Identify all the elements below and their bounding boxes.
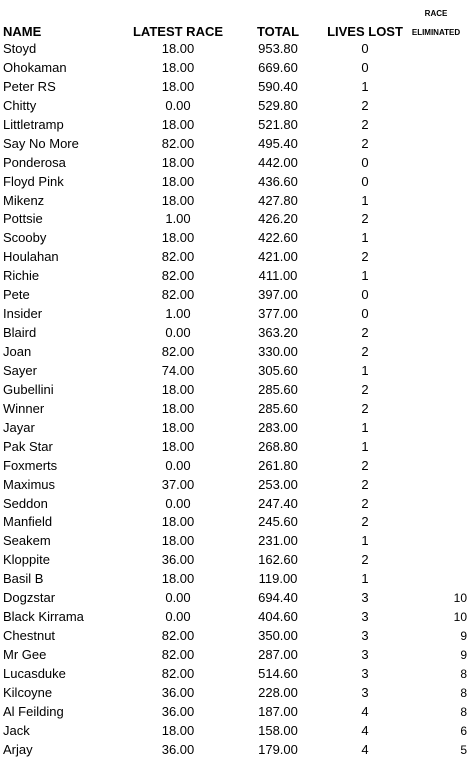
cell-lives-lost: 3 bbox=[361, 609, 369, 625]
cell-name: Peter RS bbox=[3, 78, 56, 94]
cell-lives-lost: 3 bbox=[361, 590, 369, 606]
cell-latest-race: 36.00 bbox=[161, 552, 195, 568]
header-row bbox=[0, 0, 470, 43]
cell-latest-race: 82.00 bbox=[161, 249, 195, 265]
cell-name: Blaird bbox=[3, 325, 37, 341]
table-row bbox=[0, 381, 470, 400]
cell-latest-race: 18.00 bbox=[161, 78, 195, 94]
table-row bbox=[0, 362, 470, 381]
header-race-eliminated-line1: RACE bbox=[424, 9, 448, 18]
cell-total: 228.00 bbox=[258, 684, 298, 700]
cell-name: Sayer bbox=[3, 362, 37, 378]
cell-name: Seddon bbox=[3, 495, 48, 511]
cell-name: Joan bbox=[3, 344, 32, 359]
cell-race-eliminated: 8 bbox=[460, 704, 467, 719]
cell-name: Chitty bbox=[3, 97, 37, 113]
table-row bbox=[0, 116, 470, 135]
table-row bbox=[0, 286, 470, 305]
cell-name: Kilcoyne bbox=[3, 684, 53, 700]
cell-total: 426.20 bbox=[258, 211, 298, 227]
table-row bbox=[0, 476, 470, 495]
cell-name: Pete bbox=[3, 287, 30, 303]
table-row bbox=[0, 305, 470, 324]
cell-total: 283.00 bbox=[258, 419, 298, 435]
cell-lives-lost: 3 bbox=[361, 665, 369, 681]
table-row bbox=[0, 324, 470, 343]
cell-lives-lost: 1 bbox=[361, 192, 369, 208]
table-row bbox=[0, 173, 470, 192]
cell-name: Arjay bbox=[3, 741, 33, 757]
cell-total: 411.00 bbox=[258, 268, 298, 284]
cell-name: Jayar bbox=[3, 419, 35, 435]
cell-name: Winner bbox=[3, 400, 45, 416]
cell-name: Pottsie bbox=[3, 211, 43, 227]
cell-latest-race: 18.00 bbox=[161, 571, 195, 587]
table-row bbox=[0, 627, 470, 646]
table-row bbox=[0, 570, 470, 589]
cell-race-eliminated: 8 bbox=[460, 666, 467, 681]
cell-name: Mikenz bbox=[3, 192, 45, 208]
cell-latest-race: 18.00 bbox=[161, 419, 195, 435]
table-row bbox=[0, 135, 470, 154]
cell-latest-race: 0.00 bbox=[165, 457, 191, 473]
header-total: TOTAL bbox=[256, 24, 300, 39]
cell-total: 397.00 bbox=[258, 287, 298, 303]
cell-lives-lost: 1 bbox=[361, 533, 369, 549]
table-row bbox=[0, 343, 470, 362]
cell-latest-race: 36.00 bbox=[161, 741, 195, 757]
cell-total: 521.80 bbox=[258, 116, 298, 132]
cell-total: 421.00 bbox=[258, 249, 298, 265]
cell-latest-race: 82.00 bbox=[161, 135, 195, 151]
cell-name: Maximus bbox=[3, 476, 56, 492]
cell-latest-race: 0.00 bbox=[165, 325, 191, 341]
cell-total: 231.00 bbox=[258, 533, 298, 549]
data-rows bbox=[0, 40, 470, 760]
cell-total: 245.60 bbox=[258, 514, 298, 530]
cell-lives-lost: 1 bbox=[361, 571, 369, 587]
cell-latest-race: 82.00 bbox=[161, 344, 195, 359]
cell-lives-lost: 2 bbox=[361, 476, 369, 492]
cell-name: Black Kirrama bbox=[3, 609, 84, 625]
header-name: NAME bbox=[3, 24, 42, 39]
cell-lives-lost: 0 bbox=[361, 287, 369, 303]
cell-race-eliminated: 9 bbox=[460, 648, 467, 662]
cell-lives-lost: 3 bbox=[361, 647, 369, 662]
cell-latest-race: 18.00 bbox=[161, 533, 195, 549]
cell-total: 247.40 bbox=[258, 495, 298, 511]
cell-latest-race: 18.00 bbox=[161, 154, 195, 170]
cell-lives-lost: 1 bbox=[361, 438, 369, 454]
cell-lives-lost: 2 bbox=[361, 325, 369, 341]
cell-race-eliminated: 8 bbox=[460, 685, 467, 700]
cell-total: 179.00 bbox=[258, 741, 298, 757]
cell-name: Stoyd bbox=[3, 41, 37, 56]
cell-lives-lost: 3 bbox=[361, 684, 369, 700]
cell-latest-race: 18.00 bbox=[161, 438, 195, 454]
cell-total: 442.00 bbox=[258, 154, 298, 170]
cell-name: Littletramp bbox=[3, 116, 64, 132]
cell-latest-race: 0.00 bbox=[165, 495, 191, 511]
cell-lives-lost: 1 bbox=[361, 230, 369, 246]
table-row bbox=[0, 665, 470, 684]
cell-lives-lost: 2 bbox=[361, 135, 369, 151]
header-latest-race: LATEST RACE bbox=[132, 24, 224, 39]
cell-latest-race: 82.00 bbox=[161, 628, 195, 644]
cell-latest-race: 1.00 bbox=[165, 306, 191, 322]
cell-latest-race: 82.00 bbox=[161, 665, 195, 681]
table-row bbox=[0, 400, 470, 419]
cell-total: 669.60 bbox=[258, 59, 298, 75]
cell-latest-race: 37.00 bbox=[161, 476, 195, 492]
cell-lives-lost: 2 bbox=[361, 457, 369, 473]
cell-latest-race: 82.00 bbox=[161, 287, 195, 303]
cell-lives-lost: 2 bbox=[361, 344, 369, 359]
table-row bbox=[0, 684, 470, 703]
table-row bbox=[0, 154, 470, 173]
table-row bbox=[0, 40, 470, 59]
table-row bbox=[0, 532, 470, 551]
table-row bbox=[0, 97, 470, 116]
table-row bbox=[0, 438, 470, 457]
table-row bbox=[0, 608, 470, 627]
cell-lives-lost: 2 bbox=[361, 97, 369, 113]
cell-total: 590.40 bbox=[258, 78, 298, 94]
cell-lives-lost: 4 bbox=[361, 741, 369, 757]
cell-name: Houlahan bbox=[3, 249, 59, 265]
cell-name: Scooby bbox=[3, 230, 47, 246]
cell-total: 495.40 bbox=[258, 135, 298, 151]
cell-total: 119.00 bbox=[258, 571, 298, 587]
table-row bbox=[0, 703, 470, 722]
cell-latest-race: 18.00 bbox=[161, 230, 195, 246]
cell-total: 330.00 bbox=[258, 344, 298, 359]
cell-lives-lost: 2 bbox=[361, 400, 369, 416]
cell-latest-race: 36.00 bbox=[161, 703, 195, 719]
cell-latest-race: 18.00 bbox=[161, 400, 195, 416]
cell-lives-lost: 2 bbox=[361, 552, 369, 568]
cell-latest-race: 18.00 bbox=[161, 722, 195, 738]
cell-lives-lost: 4 bbox=[361, 722, 369, 738]
cell-latest-race: 0.00 bbox=[165, 97, 191, 113]
cell-name: Say No More bbox=[3, 135, 79, 151]
cell-lives-lost: 0 bbox=[361, 154, 369, 170]
cell-name: Mr Gee bbox=[3, 647, 47, 662]
table-row bbox=[0, 248, 470, 267]
table-row bbox=[0, 59, 470, 78]
cell-lives-lost: 2 bbox=[361, 381, 369, 397]
table-row bbox=[0, 589, 470, 608]
cell-name: Foxmerts bbox=[3, 457, 58, 473]
table-row bbox=[0, 78, 470, 97]
cell-latest-race: 0.00 bbox=[165, 609, 191, 625]
cell-name: Jack bbox=[3, 722, 30, 738]
cell-latest-race: 1.00 bbox=[165, 211, 191, 227]
cell-total: 363.20 bbox=[258, 325, 298, 341]
cell-lives-lost: 1 bbox=[361, 268, 369, 284]
cell-race-eliminated: 10 bbox=[453, 591, 467, 606]
cell-lives-lost: 0 bbox=[361, 306, 369, 322]
table-row bbox=[0, 267, 470, 286]
table-row bbox=[0, 229, 470, 248]
cell-lives-lost: 2 bbox=[361, 495, 369, 511]
cell-name: Ponderosa bbox=[3, 154, 66, 170]
cell-lives-lost: 4 bbox=[361, 703, 369, 719]
cell-lives-lost: 1 bbox=[361, 419, 369, 435]
cell-total: 436.60 bbox=[258, 173, 298, 189]
cell-latest-race: 18.00 bbox=[161, 192, 195, 208]
cell-latest-race: 18.00 bbox=[161, 381, 195, 397]
cell-lives-lost: 2 bbox=[361, 211, 369, 227]
cell-name: Manfield bbox=[3, 514, 53, 530]
cell-name: Pak Star bbox=[3, 438, 53, 454]
cell-total: 268.80 bbox=[258, 438, 298, 454]
table-row bbox=[0, 646, 470, 665]
cell-latest-race: 18.00 bbox=[161, 41, 195, 56]
cell-race-eliminated: 6 bbox=[460, 723, 467, 738]
cell-lives-lost: 2 bbox=[361, 249, 369, 265]
cell-latest-race: 0.00 bbox=[165, 590, 191, 606]
cell-total: 694.40 bbox=[258, 590, 298, 606]
cell-race-eliminated: 5 bbox=[460, 742, 467, 757]
cell-total: 287.00 bbox=[258, 647, 298, 662]
table-row bbox=[0, 210, 470, 229]
table-row bbox=[0, 419, 470, 438]
table-row bbox=[0, 495, 470, 514]
cell-lives-lost: 1 bbox=[361, 78, 369, 94]
cell-total: 158.00 bbox=[258, 722, 298, 738]
cell-total: 187.00 bbox=[258, 703, 298, 719]
cell-lives-lost: 2 bbox=[361, 514, 369, 530]
cell-total: 514.60 bbox=[258, 665, 298, 681]
cell-latest-race: 18.00 bbox=[161, 514, 195, 530]
cell-name: Chestnut bbox=[3, 628, 56, 644]
table-row bbox=[0, 457, 470, 476]
cell-name: Insider bbox=[3, 306, 43, 322]
cell-latest-race: 82.00 bbox=[161, 268, 195, 284]
cell-name: Richie bbox=[3, 268, 40, 284]
cell-latest-race: 36.00 bbox=[161, 684, 195, 700]
cell-total: 953.80 bbox=[258, 41, 298, 56]
cell-total: 261.80 bbox=[258, 457, 298, 473]
cell-lives-lost: 2 bbox=[361, 116, 369, 132]
cell-total: 162.60 bbox=[258, 552, 298, 568]
cell-latest-race: 18.00 bbox=[161, 173, 195, 189]
cell-total: 350.00 bbox=[258, 628, 298, 644]
header-lives-lost: LIVES LOST bbox=[327, 24, 403, 39]
table-row bbox=[0, 513, 470, 532]
cell-total: 285.60 bbox=[258, 400, 298, 416]
cell-total: 253.00 bbox=[258, 476, 298, 492]
cell-lives-lost: 3 bbox=[361, 628, 369, 644]
cell-name: Lucasduke bbox=[3, 665, 66, 681]
cell-name: Ohokaman bbox=[3, 59, 67, 75]
table-row bbox=[0, 192, 470, 211]
cell-total: 404.60 bbox=[258, 609, 298, 625]
table-row bbox=[0, 551, 470, 570]
cell-lives-lost: 0 bbox=[361, 59, 369, 75]
cell-latest-race: 18.00 bbox=[161, 59, 195, 75]
cell-latest-race: 82.00 bbox=[161, 647, 195, 662]
table-row bbox=[0, 741, 470, 760]
cell-race-eliminated: 10 bbox=[453, 610, 467, 625]
cell-name: Dogzstar bbox=[3, 590, 56, 606]
cell-total: 427.80 bbox=[258, 192, 298, 208]
cell-name: Kloppite bbox=[3, 552, 50, 568]
cell-race-eliminated: 9 bbox=[460, 629, 467, 644]
cell-total: 422.60 bbox=[258, 230, 298, 246]
table-row bbox=[0, 722, 470, 741]
cell-total: 305.60 bbox=[258, 362, 298, 378]
cell-total: 529.80 bbox=[258, 97, 298, 113]
cell-latest-race: 74.00 bbox=[161, 362, 195, 378]
cell-latest-race: 18.00 bbox=[161, 116, 195, 132]
cell-lives-lost: 0 bbox=[361, 173, 369, 189]
cell-name: Al Feilding bbox=[3, 703, 64, 719]
header-race-eliminated-line2: ELIMINATED bbox=[411, 28, 461, 37]
cell-name: Basil B bbox=[3, 571, 44, 587]
cell-lives-lost: 0 bbox=[361, 41, 369, 56]
cell-name: Floyd Pink bbox=[3, 173, 64, 189]
cell-name: Gubellini bbox=[3, 381, 54, 397]
cell-total: 285.60 bbox=[258, 381, 298, 397]
cell-name: Seakem bbox=[3, 533, 51, 549]
cell-lives-lost: 1 bbox=[361, 362, 369, 378]
cell-total: 377.00 bbox=[258, 306, 298, 322]
